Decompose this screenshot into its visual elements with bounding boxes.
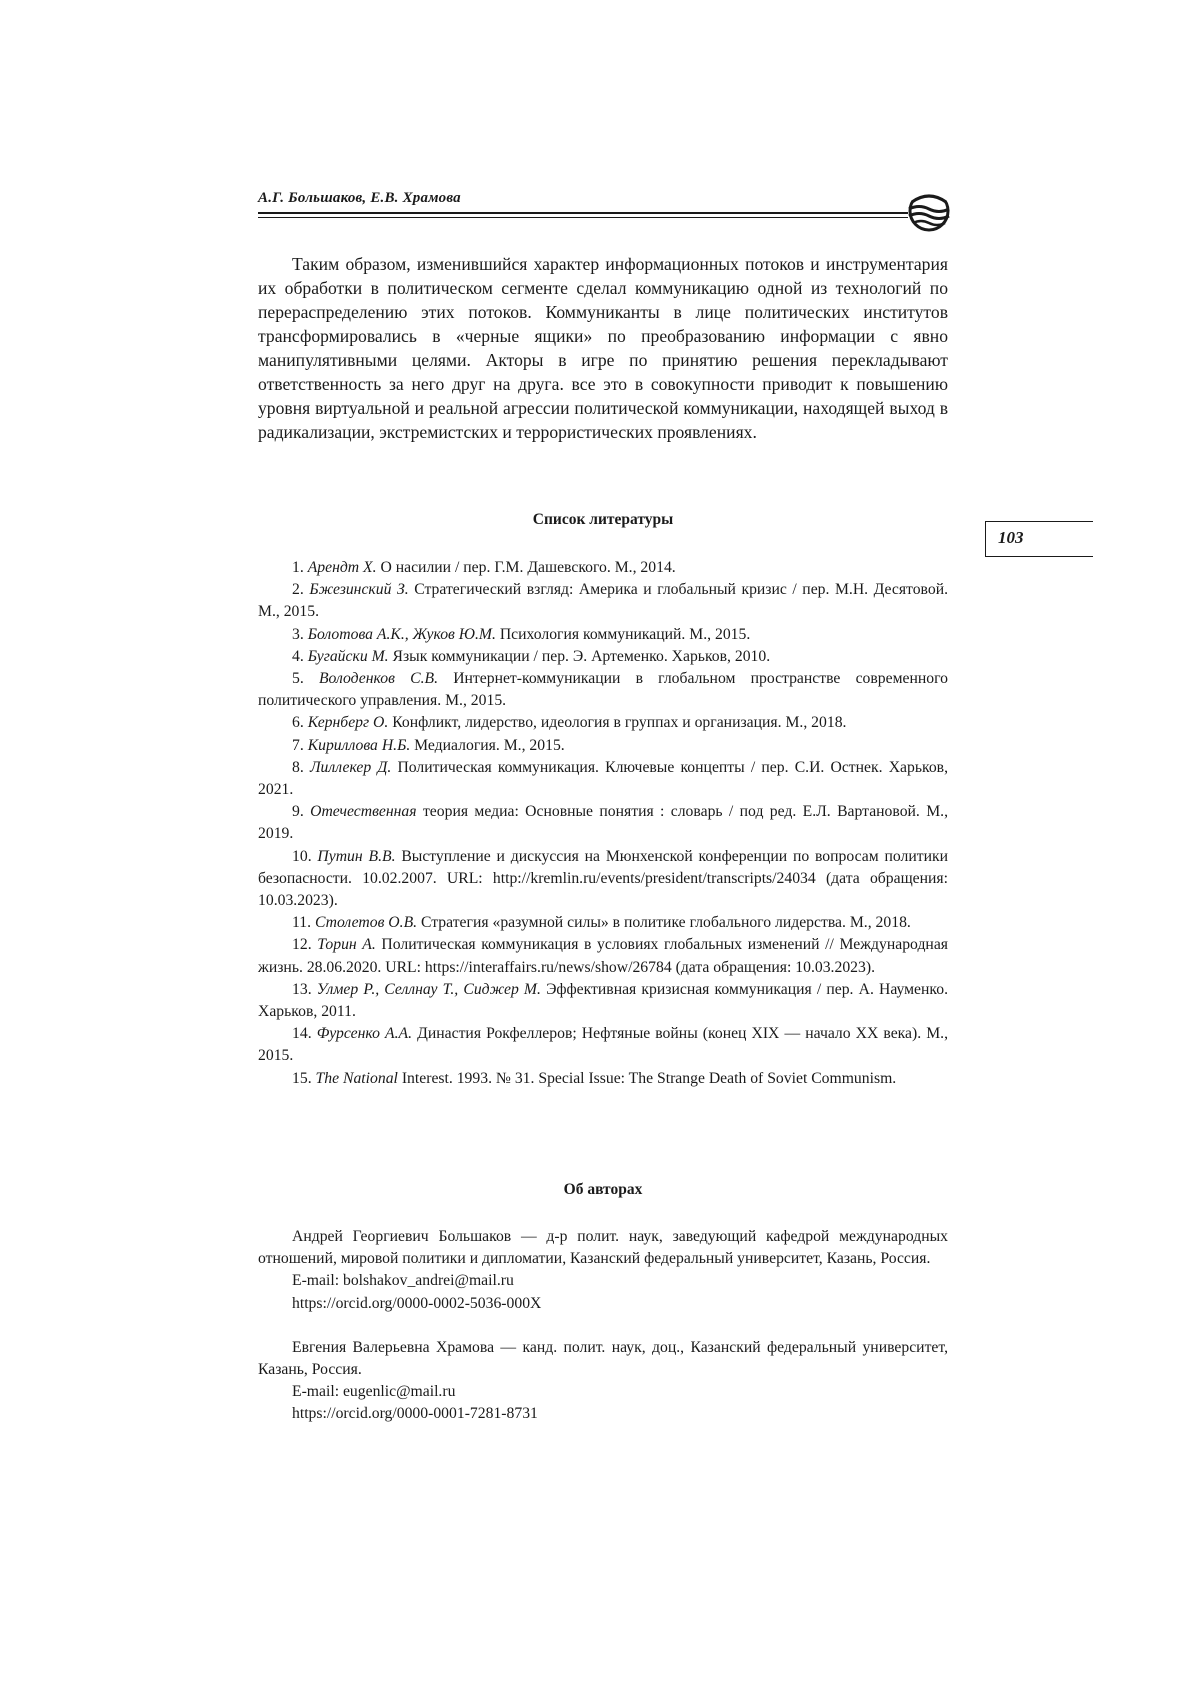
reference-text: Политическая коммуникация в условиях глобальных изменений // Международная жизнь. 28.06.2020. URL: https://interaffairs.ru/news/show/26784 (дата обращения: 10.03.2023). [258,936,949,976]
reference-number: 13. [292,980,312,998]
reference-list [258,557,948,1090]
reference-number: 1. [292,559,304,576]
reference-item [258,912,948,934]
running-header [258,188,948,208]
reference-number: 4. [292,647,304,665]
author-email: E-mail: eugenlic@mail.ru [292,1383,456,1401]
reference-item [258,1068,948,1090]
author-bio: Евгения Валерьевна Храмова — канд. полит. наук, доц., Казанский федеральный университет, Казань, Россия. [258,1338,948,1379]
reference-author: Лиллекер Д. [309,758,392,776]
reference-number: 7. [292,736,304,754]
reference-item [258,979,948,1023]
reference-text: Политическая коммуникация. Ключевые концепты / пер. С.И. Остнек. Харьков, 2021. [258,758,949,799]
reference-item [258,557,948,579]
reference-item [258,735,948,757]
reference-item [258,712,948,734]
author-spacer [258,1315,948,1337]
reference-text: Выступление и дискуссия на Мюнхенской конференции по вопросам политики безопасности. 10.02.2007. URL: http://kremlin.ru/events/president/transcripts/24034 (дата обращения: 10.03.2023). [258,847,948,910]
header-rule-thin [258,217,908,218]
reference-item [258,757,948,801]
reference-item [258,579,948,623]
reference-number: 6. [292,714,304,732]
reference-text: О насилии / пер. Г.М. Дашевского. М., 2014. [380,559,676,576]
about-heading [258,1180,948,1200]
reference-item [258,801,948,845]
reference-author: Володенков С.В. [318,670,438,688]
reference-number: 14. [292,1025,312,1043]
page-number-box [985,521,1093,557]
reference-author: Отечественная [310,803,417,821]
reference-author: Путин В.В. [317,847,396,865]
body-paragraph: Таким образом, изменившийся характер информационных потоков и инструментария их обработки в политическом сегменте сделал коммуникацию одной из технологий по перераспределению этих потоков. Коммуниканты в лице политических институтов трансформировались в «черные ящики» по преобразованию информации с явно манипулятивными целями. Акторы в игре по принятию решения перекладывают ответственность за него друг на друга. все это в совокупности приводит к повышению уровня виртуальной и реальной агрессии политической коммуникации, находящей выход в радикализации, экстремистских и террористических проявлениях. [258,254,948,442]
reference-author: Улмер Р., Селлнау Т., Сиджер М. [316,980,541,998]
reference-number: 9. [292,803,304,821]
author-bio: Андрей Георгиевич Большаков — д-р полит. наук, заведующий кафедрой международных отношений, мировой политики и дипломатии, Казанский федеральный университет, Казань, Россия. [258,1228,948,1268]
reference-author: Бжезинский З. [309,581,409,599]
reference-text: Династия Рокфеллеров; Нефтяные войны (конец XIX — начало XX века). М., 2015. [258,1025,949,1065]
about-heading-text: Об авторах [563,1181,643,1198]
about-authors [258,1226,948,1426]
reference-number: 5. [292,670,304,688]
reference-number: 2. [292,581,304,599]
reference-text: теория медиа: Основные понятия : словарь / под ред. Е.Л. Вартановой. М., 2019. [258,803,949,843]
wave-globe-emblem-icon [906,188,952,234]
references-heading-text: Список литературы [532,511,674,528]
reference-author: Кернберг О. [307,714,389,732]
reference-text: Язык коммуникации / пер. Э. Артеменко. Харьков, 2010. [392,647,771,665]
reference-text: Стратегический взгляд: Америка и глобальный кризис / пер. М.Н. Десятовой. М., 2015. [258,581,949,621]
reference-text: Медиалогия. М., 2015. [414,736,565,754]
reference-item [258,934,948,978]
reference-text: Стратегия «разумной силы» в политике глобального лидерства. М., 2018. [421,914,911,932]
reference-text: Психология коммуникаций. М., 2015. [499,625,751,643]
reference-author: Торин А. [317,936,376,954]
reference-author: Кириллова Н.Б. [307,736,411,754]
reference-item [258,646,948,668]
reference-number: 8. [292,758,304,776]
reference-number: 11. [292,914,312,932]
reference-author: Болотова А.К., Жуков Ю.М. [307,625,496,643]
reference-author: Фурсенко А.А. [316,1025,413,1043]
reference-number: 15. [292,1069,312,1087]
author-email: E-mail: bolshakov_andrei@mail.ru [292,1272,514,1290]
reference-number: 10. [292,847,312,865]
reference-author: Бугайски М. [307,647,389,665]
reference-text: Interest. 1993. № 31. Special Issue: The Strange Death of Soviet Communism. [401,1069,897,1087]
reference-author: The National [315,1069,398,1087]
reference-author: Столетов О.В. [314,914,418,932]
page-number: 103 [998,528,1024,547]
header-rule-thick [258,212,908,214]
reference-number: 12. [292,936,312,954]
reference-item [258,1023,948,1067]
reference-text: Эффективная кризисная коммуникация / пер. А. Науменко. Харьков, 2011. [258,980,949,1021]
references-heading [258,510,948,530]
running-header-authors: А.Г. Большаков, Е.В. Храмова [258,190,461,206]
reference-text: Конфликт, лидерство, идеология в группах и организация. М., 2018. [392,714,847,732]
reference-text: Интернет-коммуникации в глобальном пространстве современного политического управления. М., 2015. [258,670,948,710]
reference-item [258,668,948,712]
reference-item [258,846,948,913]
reference-number: 3. [292,625,304,643]
reference-author: Арендт Х. [307,559,377,576]
author-orcid: https://orcid.org/0000-0002-5036-000X [292,1294,542,1312]
reference-item [258,624,948,646]
author-orcid: https://orcid.org/0000-0001-7281-8731 [292,1405,538,1423]
